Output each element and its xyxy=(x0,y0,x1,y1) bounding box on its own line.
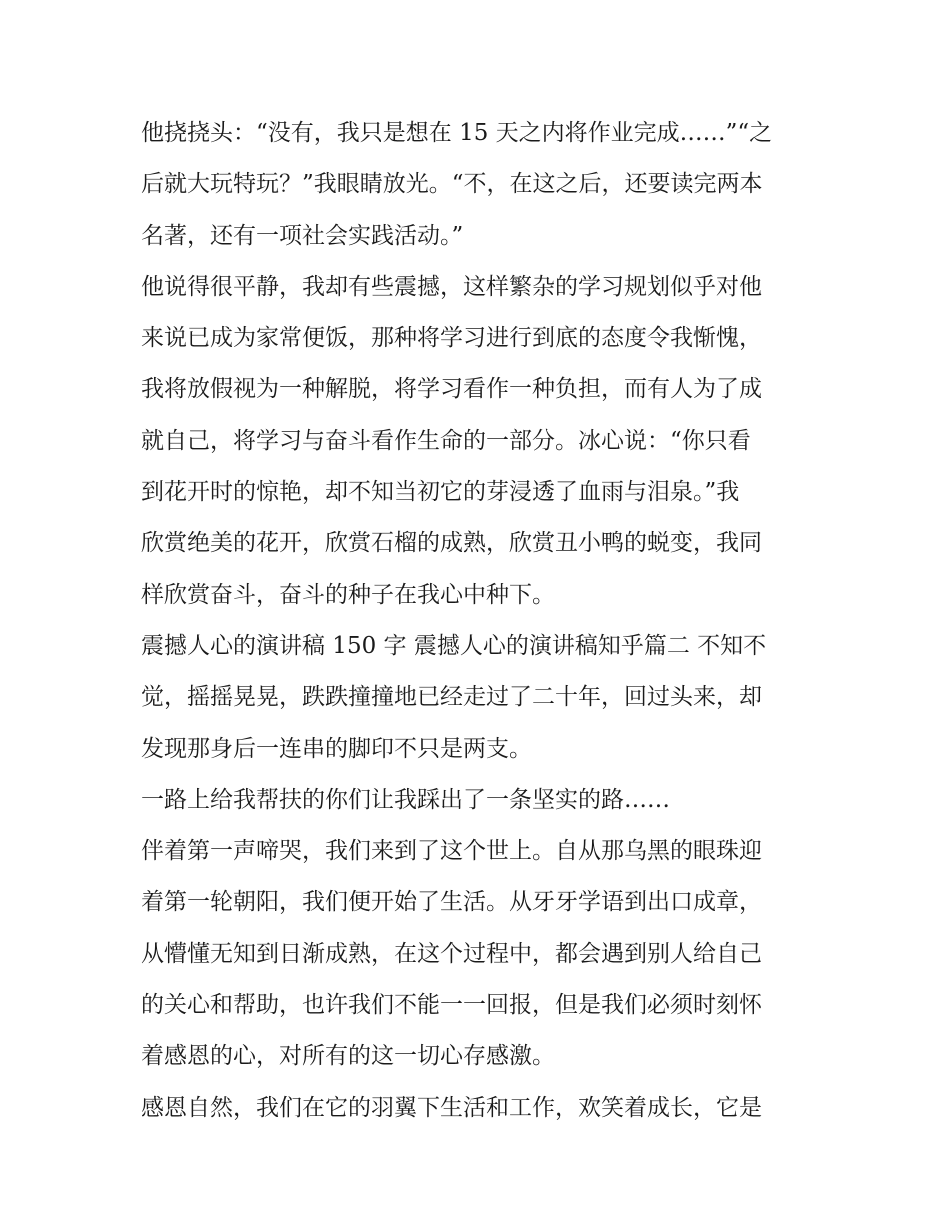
text-line-8: 到花开时的惊艳，却不知当初它的芽浸透了血雨与泪泉。”我 xyxy=(141,479,740,506)
text-line-5: 来说已成为家常便饭，那种将学习进行到底的态度令我惭愧， xyxy=(141,325,762,352)
text-line-13: 发现那身后一连串的脚印不只是两支。 xyxy=(141,735,532,762)
text-line-3: 名著，还有一项社会实践活动。” xyxy=(141,222,464,249)
text-line-20: 感恩自然，我们在它的羽翼下生活和工作，欢笑着成长，它是 xyxy=(141,1094,762,1121)
text-line-19: 着感恩的心，对所有的这一切心存感激。 xyxy=(141,1043,555,1070)
text-line-7: 就自己，将学习与奋斗看作生命的一部分。冰心说：“你只看 xyxy=(141,427,751,454)
text-line-17: 从懵懂无知到日渐成熟，在这个过程中，都会遇到别人给自己 xyxy=(141,940,762,967)
text-line-12: 觉，摇摇晃晃，跌跌撞撞地已经走过了二十年，回过头来，却 xyxy=(141,684,762,711)
text-line-10: 样欣赏奋斗，奋斗的种子在我心中种下。 xyxy=(141,581,555,608)
text-line-11: 震撼人心的演讲稿 150 字 震撼人心的演讲稿知乎篇二 不知不 xyxy=(141,632,767,659)
text-line-1: 他挠挠头：“没有，我只是想在 15 天之内将作业完成……”“之 xyxy=(141,120,773,146)
text-line-15: 伴着第一声啼哭，我们来到了这个世上。自从那乌黑的眼珠迎 xyxy=(141,838,762,865)
body-text xyxy=(141,108,813,1134)
text-line-18: 的关心和帮助，也许我们不能一一回报，但是我们必须时刻怀 xyxy=(141,992,762,1019)
text-line-14: 一路上给我帮扶的你们让我踩出了一条坚实的路…… xyxy=(141,786,670,813)
text-line-4: 他说得很平静，我却有些震撼，这样繁杂的学习规划似乎对他 xyxy=(141,273,762,300)
text-line-9: 欣赏绝美的花开，欣赏石榴的成熟，欣赏丑小鸭的蜕变，我同 xyxy=(141,530,762,557)
text-line-16: 着第一轮朝阳，我们便开始了生活。从牙牙学语到出口成章， xyxy=(141,889,762,916)
text-line-6: 我将放假视为一种解脱，将学习看作一种负担，而有人为了成 xyxy=(141,376,762,403)
text-line-2: 后就大玩特玩？”我眼睛放光。“不，在这之后，还要读完两本 xyxy=(141,171,763,198)
